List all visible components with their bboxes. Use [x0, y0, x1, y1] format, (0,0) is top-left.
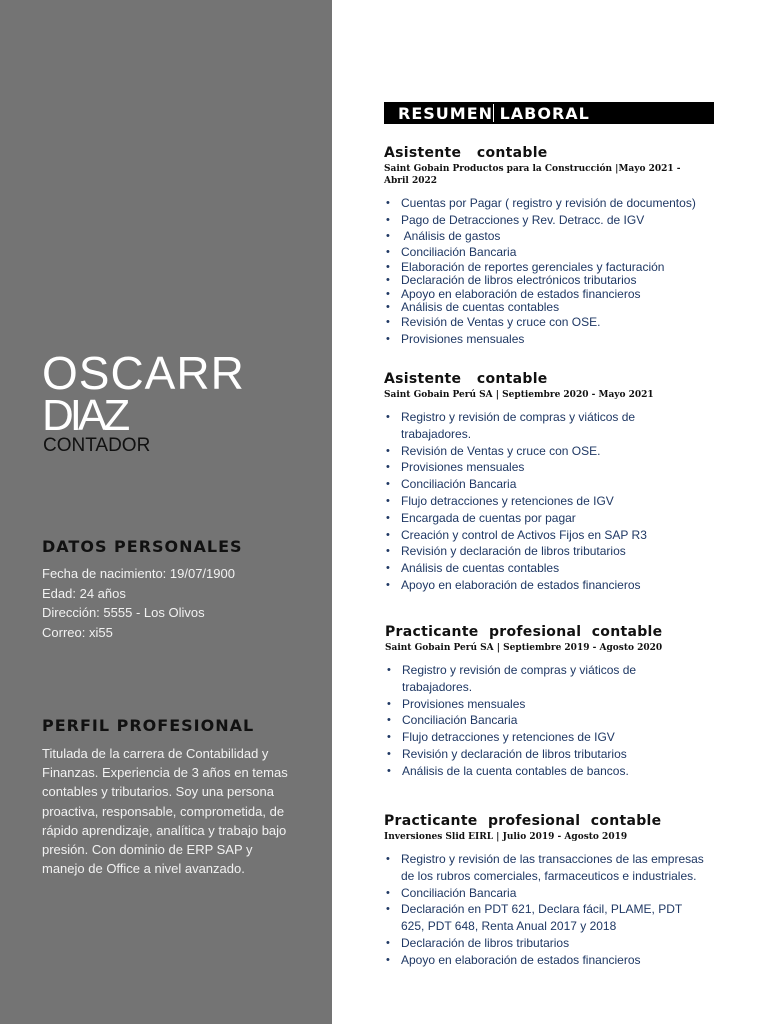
job-title: Practicante profesional contable [385, 624, 663, 640]
email-text: Correo: xi55 [42, 624, 113, 640]
job-entry-1 [384, 145, 724, 348]
experience-heading-left: RESUMEN [398, 104, 494, 123]
duty-item: • Creación y control de Activos Fijos en SAP R3 [384, 527, 654, 544]
profile-heading: PERFIL PROFESIONAL [42, 716, 255, 735]
duty-item: • Registro y revisión de las transacciones de las empresas de los rubros comerciales, farmaceuticos e industriales. [384, 851, 714, 885]
job-company: Saint Gobain Perú SA | Septiembre 2019 - Agosto 2020 [385, 643, 663, 653]
job-title: Asistente contable [384, 371, 548, 387]
duty-item: • Provisiones mensuales [385, 696, 660, 713]
job-duties [384, 409, 654, 594]
duty-item: • Análisis de la cuenta contables de bancos. [385, 763, 660, 780]
duty-item: • Pago de Detracciones y Rev. Detracc. de IGV [384, 212, 724, 229]
address-text: Dirección: 5555 - Los Olivos [42, 605, 205, 620]
first-name: OSCARR [42, 347, 245, 399]
duty-item: • Declaración en PDT 621, Declara fácil, PLAME, PDT 625, PDT 648, Renta Anual 2017 y 2018 [384, 901, 701, 935]
job-title: Practicante profesional contable [384, 813, 662, 829]
sidebar [0, 0, 332, 1024]
job-duties [384, 851, 714, 969]
duty-item: • Flujo detracciones y retenciones de IGV [385, 729, 660, 746]
age-text: Edad: 24 años [42, 585, 126, 601]
last-name: DIAZ [42, 391, 127, 440]
birthdate-text: Fecha de nacimiento: 19/07/1900 [42, 566, 235, 581]
job-entry-4 [384, 813, 724, 969]
job-entry-2 [384, 371, 724, 594]
duty-item: • Declaración de libros electrónicos tributarios [384, 274, 724, 288]
duty-item: • Encargada de cuentas por pagar [384, 510, 654, 527]
duty-item: • Revisión y declaración de libros tributarios [385, 746, 660, 763]
job-role: CONTADOR [43, 435, 151, 456]
duty-item: • Apoyo en elaboración de estados financieros [384, 577, 654, 594]
duty-item: • Revisión y declaración de libros tributarios [384, 543, 654, 560]
duty-item: • Flujo detracciones y retenciones de IGV [384, 493, 654, 510]
job-company: Saint Gobain Productos para la Construcción |Mayo 2021 - Abril 2022 [384, 164, 681, 186]
duty-item: • Declaración de libros tributarios [384, 935, 714, 952]
duty-item: • Provisiones mensuales [384, 459, 654, 476]
duty-item: • Conciliación Bancaria [384, 885, 714, 902]
duty-item: • Análisis de cuentas contables [384, 560, 654, 577]
duty-item: • Registro y revisión de compras y viáticos de trabajadores. [385, 662, 660, 696]
experience-heading-bar [384, 102, 714, 124]
experience-heading-right: LABORAL [499, 104, 590, 123]
job-company: Inversiones Slid EIRL | Julio 2019 - Agosto 2019 [384, 832, 628, 842]
duty-item: • Provisiones mensuales [384, 331, 724, 348]
duty-item: • Cuentas por Pagar ( registro y revisión de documentos) [384, 195, 724, 212]
job-title: Asistente contable [384, 145, 548, 161]
job-company: Saint Gobain Perú SA | Septiembre 2020 - Mayo 2021 [384, 390, 654, 400]
duty-item: • Registro y revisión de compras y viáticos de trabajadores. [384, 409, 654, 443]
duty-item: • Revisión de Ventas y cruce con OSE. [384, 315, 724, 330]
profile-text: Titulada de la carrera de Contabilidad y Finanzas. Experiencia de 3 años en temas contables y tributarios. Soy una persona proactiva, responsable, comprometida, de rápido aprendizaje, analítica y trabajo bajo presión. Con dominio de ERP SAP y manejo de Office a nivel avanzado. [42, 746, 288, 877]
duty-item: • Apoyo en elaboración de estados financieros [384, 288, 724, 302]
personal-data-list [42, 564, 235, 642]
duty-item: • Análisis de cuentas contables [384, 301, 724, 315]
duty-item: • Elaboración de reportes gerenciales y facturación [384, 261, 724, 275]
duty-item: • Apoyo en elaboración de estados financieros [384, 952, 714, 969]
job-duties [384, 195, 724, 348]
job-entry-3 [385, 624, 725, 780]
duty-item: • Conciliación Bancaria [385, 712, 660, 729]
heading-divider [493, 104, 494, 122]
personal-data-heading: DATOS PERSONALES [42, 537, 243, 556]
duty-item: • Conciliación Bancaria [384, 245, 724, 261]
duty-item: • Revisión de Ventas y cruce con OSE. [384, 443, 654, 460]
job-duties [385, 662, 660, 780]
duty-item: • Conciliación Bancaria [384, 476, 654, 493]
duty-item: • Análisis de gastos [384, 228, 724, 245]
